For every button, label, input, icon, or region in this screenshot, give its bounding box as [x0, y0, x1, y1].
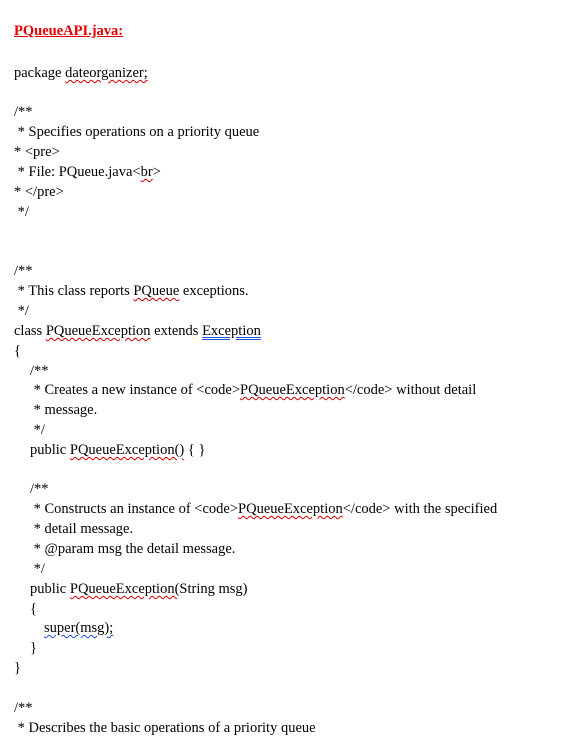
comment-text: PQueue: [133, 283, 180, 299]
comment-line: */: [30, 561, 45, 577]
code-text: extends: [150, 323, 203, 339]
comment-line: [14, 163, 161, 181]
comment-line: * <pre>: [14, 144, 60, 160]
comment-line: * message.: [30, 402, 98, 418]
code-text: class: [14, 323, 46, 339]
comment-line: /**: [30, 481, 49, 497]
comment-text: </code> without detail: [344, 382, 477, 398]
package-keyword: package: [14, 65, 66, 81]
comment-line: * @param msg the detail message.: [30, 541, 236, 557]
package-line: [14, 64, 148, 82]
comment-text: br: [140, 164, 153, 180]
comment-text: * This class reports: [14, 283, 134, 299]
comment-line: * detail message.: [30, 521, 134, 537]
code-text: super(msg);: [44, 620, 114, 636]
comment-line: [14, 282, 249, 300]
comment-text: * Creates a new instance of <code>: [30, 382, 241, 398]
comment-text: PQueueException: [240, 382, 345, 398]
comment-line: /**: [14, 700, 33, 716]
method-name: PQueueException(: [69, 581, 180, 597]
brace-line: {: [30, 601, 37, 617]
comment-line: */: [14, 303, 29, 319]
method-body-line: [44, 619, 113, 637]
document-title: PQueueAPI.java:: [14, 23, 124, 39]
comment-line: /**: [14, 104, 33, 120]
code-text: public: [30, 581, 70, 597]
method-signature-line: [30, 441, 205, 459]
comment-text: >: [152, 164, 161, 180]
comment-line: /**: [30, 363, 49, 379]
comment-text: </code> with the specified: [342, 501, 498, 517]
comment-line: [30, 381, 476, 399]
comment-line: */: [30, 422, 45, 438]
comment-text: PQueueException: [238, 501, 343, 517]
comment-text: exceptions.: [179, 283, 249, 299]
superclass-name: Exception: [202, 323, 261, 339]
comment-line: [30, 500, 497, 518]
comment-line: * Describes the basic operations of a priority queue: [14, 720, 316, 736]
comment-line: * </pre>: [14, 184, 64, 200]
code-text: public: [30, 442, 70, 458]
code-text: { }: [184, 442, 206, 458]
method-signature-line: [30, 580, 247, 598]
brace-line: {: [14, 343, 21, 359]
comment-line: /**: [14, 263, 33, 279]
code-text: String msg): [179, 581, 248, 597]
method-name: PQueueException(): [69, 442, 185, 458]
brace-line: }: [14, 660, 21, 676]
class-name: PQueueException: [45, 323, 151, 339]
comment-text: * Constructs an instance of <code>: [30, 501, 239, 517]
comment-text: * File: PQueue.java<: [14, 164, 141, 180]
comment-line: * Specifies operations on a priority queue: [14, 124, 260, 140]
class-declaration-line: [14, 322, 261, 340]
brace-line: }: [30, 640, 37, 656]
package-name: dateorganizer;: [65, 65, 148, 81]
comment-line: */: [14, 204, 29, 220]
